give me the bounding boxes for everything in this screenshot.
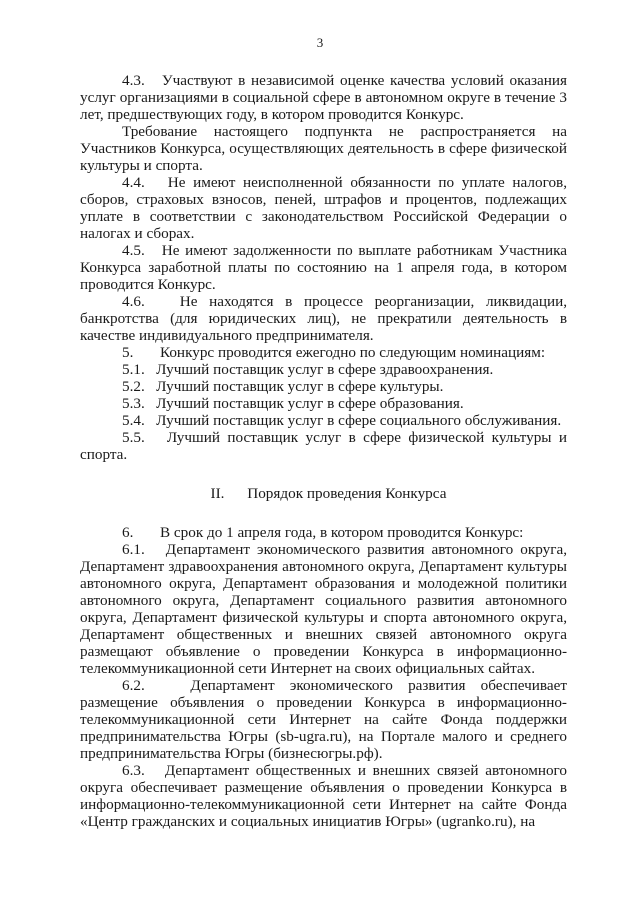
- paragraph-5-4: 5.4. Лучший поставщик услуг в сфере социального обслуживания.: [122, 412, 562, 429]
- page-number: 3: [316, 35, 324, 50]
- paragraph-6-2: 6.2. Департамент экономического развития обеспечивает размещение объявления о проведении Конкурса в информационно-телекоммуникационной сети Интернет на сайте Фонда поддержки предпринимательства Югры (sb-ugra.ru), на Портале малого и среднего предпринимательства Югры (бизнесюгры.рф).: [80, 677, 567, 762]
- paragraph-6-1: 6.1. Департамент экономического развития автономного округа, Департамент здравоохранения автономного округа, Департамент культуры автономного округа, Департамент образования и молодежной политики автономного округа, Департамент социального развития автономного округа, Департамент физической культуры и спорта автономного округа, Департамент общественных и внешних связей автономного округа размещают объявление о проведении Конкурса в информационно-телекоммуникационной сети Интернет на своих официальных сайтах.: [80, 541, 567, 677]
- section-heading: II. Порядок проведения Конкурса: [210, 485, 447, 502]
- paragraph-4-4: 4.4. Не имеют неисполненной обязанности по уплате налогов, сборов, страховых взносов, пеней, штрафов и процентов, подлежащих уплате в соответствии с законодательством Российской Федерации о налогах и сборах.: [80, 174, 567, 242]
- document-body: [80, 72, 567, 830]
- paragraph-4-3-note: Требование настоящего подпункта не распространяется на Участников Конкурса, осуществляющих деятельность в сфере физической культуры и спорта.: [80, 123, 567, 174]
- paragraph-5-2: 5.2. Лучший поставщик услуг в сфере культуры.: [122, 378, 444, 395]
- paragraph-6: 6. В срок до 1 апреля года, в котором проводится Конкурс:: [122, 524, 524, 541]
- paragraph-5-5: 5.5. Лучший поставщик услуг в сфере физической культуры и спорта.: [80, 429, 567, 463]
- paragraph-6-3: 6.3. Департамент общественных и внешних связей автономного округа обеспечивает размещение объявления о проведении Конкурса в информационно-телекоммуникационной сети Интернет на сайте Фонда «Центр гражданских и социальных инициатив Югры» (ugranko.ru), на: [80, 762, 567, 830]
- paragraph-5-1: 5.1. Лучший поставщик услуг в сфере здравоохранения.: [122, 361, 494, 378]
- paragraph-4-3: 4.3. Участвуют в независимой оценке качества условий оказания услуг организациями в социальной сфере в автономном округе в течение 3 лет, предшествующих году, в котором проводится Конкурс.: [80, 72, 567, 123]
- paragraph-5-3: 5.3. Лучший поставщик услуг в сфере образования.: [122, 395, 464, 412]
- paragraph-5: 5. Конкурс проводится ежегодно по следующим номинациям:: [122, 344, 546, 361]
- paragraph-4-5: 4.5. Не имеют задолженности по выплате работникам Участника Конкурса заработной платы по состоянию на 1 апреля года, в котором проводится Конкурс.: [80, 242, 567, 293]
- paragraph-4-6: 4.6. Не находятся в процессе реорганизации, ликвидации, банкротства (для юридических лиц), не прекратили деятельность в качестве индивидуального предпринимателя.: [80, 293, 567, 344]
